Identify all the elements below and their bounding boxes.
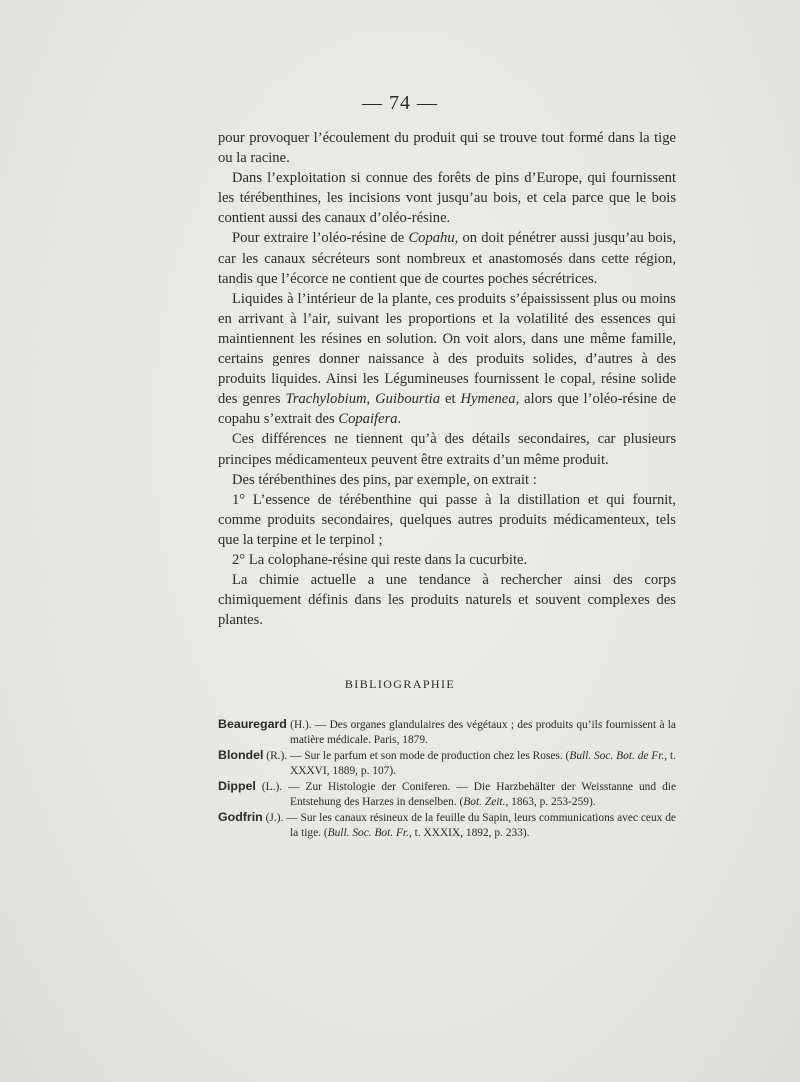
genus-name: Copaifera [338,411,398,428]
entry-text: (L.). — Zur Histologie der Coniferen. — Die Harzbehälter der Weisstanne und die Entstehung des Harzes in denselben. ( [255,781,676,808]
text-run: Pour extraire l’oléo-résine de [232,230,409,247]
genus-name: Hymenea [460,391,516,408]
bibliography-entry [218,748,676,779]
genus-name: Trachylobium [285,391,367,408]
page-number: — 74 — [362,92,438,114]
text-run: , [366,391,376,408]
paragraph-8: 2° La colophane-résine qui reste dans la cucurbite. [232,551,528,568]
paragraph-1: pour provoquer l’écoulement du produit qui se trouve tout formé dans la tige ou la racine. [218,130,676,167]
paragraph-4 [218,289,676,430]
entry-text: (J.). — Sur les canaux résineux de la feuille du Sapin, leurs communications avec ceux de la tige. ( [262,812,676,839]
entry-author: Godfrin [218,810,263,824]
entry-author: Beauregard [218,717,287,731]
entry-author: Dippel [218,779,256,793]
paragraph-3 [218,228,676,288]
genus-name: Guibourtia [375,391,441,408]
text-run: et [440,391,461,408]
text-run: , alors que l’oléo-résine de copahu s’extrait des [218,391,677,428]
paragraph-7: 1° L’essence de térébenthine qui passe à la distillation et qui fournit, comme produits secondaires, quelques autres produits médicamenteux, tels que la terpine et le terpinol ; [218,491,676,548]
bibliography-entry [218,810,676,841]
bibliography-heading: BIBLIOGRAPHIE [344,677,456,691]
entry-text: (R.). — Sur le parfum et son mode de production chez les Roses. ( [263,750,570,762]
journal-title: Bull. Soc. Bot. Fr. [327,827,409,839]
bibliography-list [218,717,676,841]
entry-text: , t. XXXVI, 1889, p. 107). [290,750,676,777]
text-run: Liquides à l’intérieur de la plante, ces produits s’épaississent plus ou moins en arrivant à l’air, suivant les proportions et la volatilité des essences qui maintiennent les résines en solution. On voit alors, dans une même famille, certains genres donner naissance à des produits solides, d’autres à des produits liquides. Ainsi les Légumineuses fournissent le copal, résine solide des genres [218,290,676,408]
entry-text: , t. XXXIX, 1892, p. 233). [408,827,530,839]
bibliography-entry [218,779,676,810]
genus-name: Copahu [408,230,455,247]
bibliography-entry [218,717,676,748]
paragraph-9: La chimie actuelle a une tendance à rechercher ainsi des corps chimiquement définis dans les produits naturels et souvent complexes des plantes. [218,572,676,629]
entry-text: , 1863, p. 253-259). [505,796,596,808]
paragraph-6: Des térébenthines des pins, par exemple, on extrait : [232,471,537,488]
entry-author: Blondel [218,748,264,762]
journal-title: Bull. Soc. Bot. de Fr. [569,750,665,762]
entry-text: (H.). — Des organes glandulaires des végétaux ; des produits qu’ils fournissent à la matière médicale. Paris, 1879. [286,719,676,746]
paragraph-5: Ces différences ne tiennent qu’à des détails secondaires, car plusieurs principes médicamenteux peuvent être extraits d’un même produit. [218,431,676,468]
text-run: , on doit pénétrer aussi jusqu’au bois, car les canaux sécréteurs sont nombreux et anastomosés dans cette région, tandis que l’écorce ne contient que de courtes poches sécrétrices. [218,230,676,287]
paragraph-2: Dans l’exploitation si connue des forêts de pins d’Europe, qui fournissent les térébenthines, les incisions vont jusqu’au bois, et cela parce que le bois contient aussi des canaux d’oléo-résine. [218,170,676,227]
text-run: . [397,411,402,428]
journal-title: Bot. Zeit. [463,796,506,808]
body-text [218,128,676,630]
